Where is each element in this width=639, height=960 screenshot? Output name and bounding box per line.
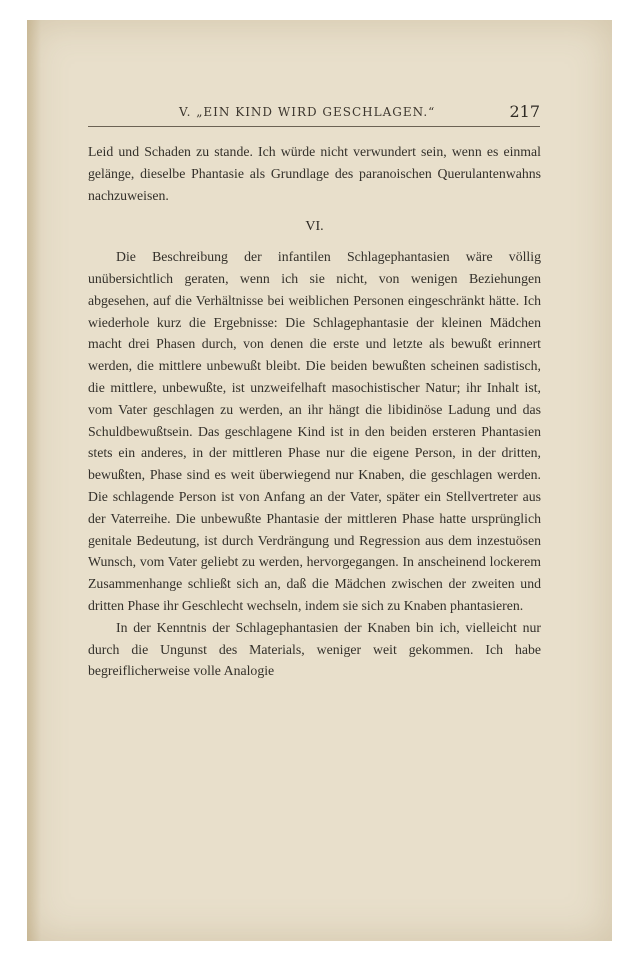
running-header	[88, 102, 540, 127]
chapter-title: V. „EIN KIND WIRD GESCHLAGEN.“	[179, 105, 436, 119]
intro-paragraph: Leid und Schaden zu stande. Ich würde nicht verwundert sein, wenn es einmal gelänge, dieselbe Phantasie als Grundlage des paranoischen Querulantenwahns nachzuweisen.	[88, 144, 541, 203]
book-page	[27, 20, 612, 941]
section-heading: VI.	[305, 219, 324, 235]
paragraph-2: In der Kenntnis der Schlagephantasien der Knaben bin ich, vielleicht nur durch die Ungunst des Materials, weniger weit gekommen. Ich habe begreiflicherweise volle Analogie	[88, 619, 541, 679]
paragraph-1: Die Beschreibung der infantilen Schlagephantasien wäre völlig unübersichtlich geraten, wenn ich sie nicht, von wenigen Beziehungen abgesehen, auf die Verhältnisse bei weiblichen Personen eingeschränkt hätte. Ich wiederhole kurz die Ergebnisse: Die Schlagephantasie der kleinen Mädchen macht drei Phasen durch, von denen die erste und letzte als bewußt erinnert werden, die mittlere unbewußt bleibt. Die beiden bewußten scheinen sadistisch, die mittlere, unbewußte, ist unzweifelhaft masochistischer Natur; ihr Inhalt ist, vom Vater geschlagen zu werden, an ihr hängt die libidinöse Ladung und das Schuldbewußtsein. Das geschlagene Kind ist in den beiden ersteren Phantasien stets ein anderes, in der mittleren Phase nur die eigene Person, in der dritten, bewußten, Phase sind es weit überwiegend nur Knaben, die geschlagen werden. Die schlagende Person ist von Anfang an der Vater, später ein Stellvertreter aus der Vaterreihe. Die unbewußte Phantasie der mittleren Phase hatte ursprünglich genitale Bedeutung, ist durch Verdrängung und Regression aus dem inzestuösen Wunsch, vom Vater geliebt zu werden, hervorgegangen. In anscheinend lockerem Zusammenhange schließt sich an, daß die Mädchen zwischen der zweiten und dritten Phase ihr Geschlecht wechseln, indem sie sich zu Knaben phantasieren.	[88, 249, 541, 613]
page-number: 217	[509, 102, 540, 121]
body-text	[88, 141, 541, 682]
